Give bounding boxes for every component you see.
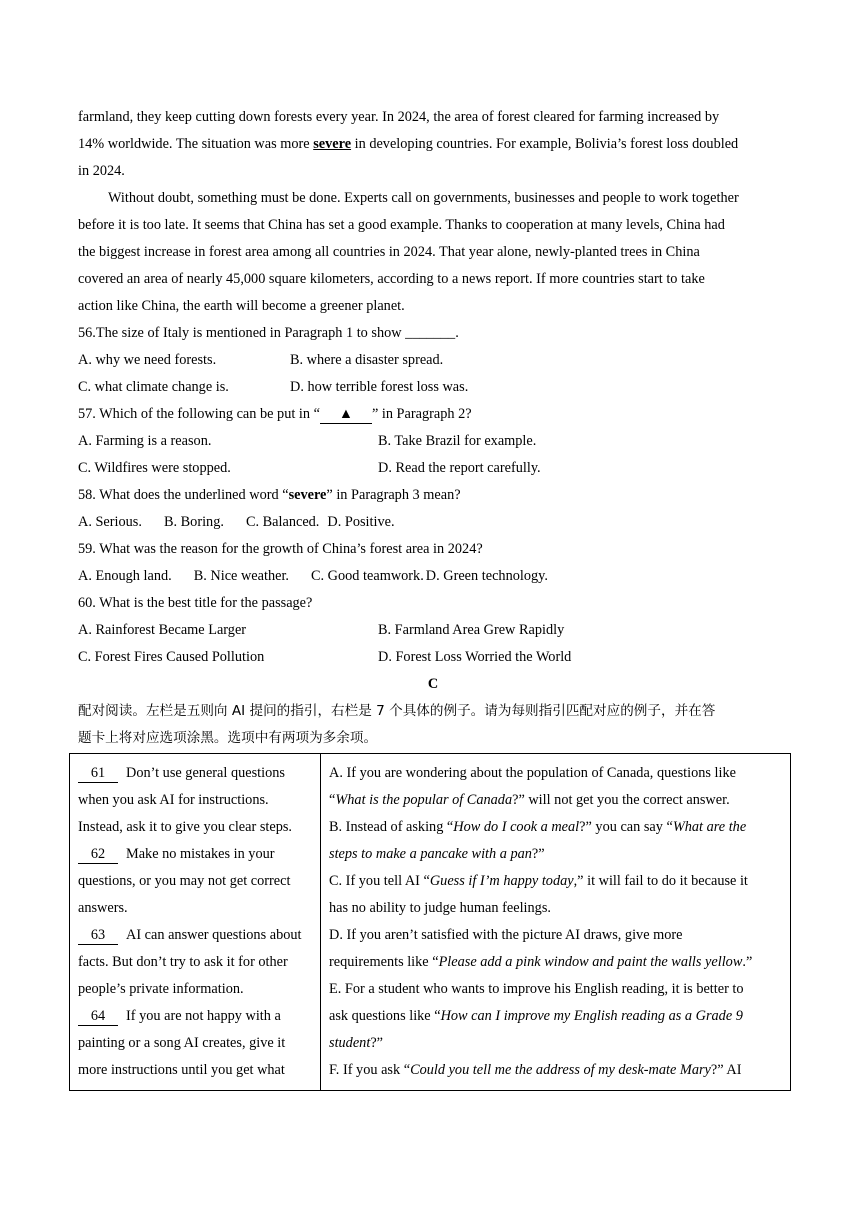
- bold-word: severe: [288, 487, 327, 503]
- italic-span: Guess if I’m happy today: [429, 873, 574, 889]
- option-b: B. Take Brazil for example.: [378, 433, 537, 449]
- option-a: A. why we need forests.: [78, 352, 217, 368]
- text-span: ?”: [370, 1035, 384, 1051]
- option-c: C. Wildfires were stopped.: [78, 460, 231, 476]
- question-60-options: [78, 644, 788, 671]
- guidelines-column: [70, 754, 321, 1091]
- option-d: D. Positive.: [327, 514, 395, 530]
- example-e-cont: [329, 1003, 782, 1030]
- option-c: C. Balanced.: [245, 514, 320, 530]
- text-span: ?” you can say “: [579, 819, 673, 835]
- option-b: B. Farmland Area Grew Rapidly: [378, 622, 565, 638]
- option-d: D. how terrible forest loss was.: [290, 379, 469, 395]
- text-span: ,” it will fail to do it because it: [573, 873, 748, 889]
- passage-line: farmland, they keep cutting down forests every year. In 2024, the area of forest cleared for farming increased by: [78, 109, 720, 125]
- italic-span: How do I cook a meal: [453, 819, 580, 835]
- passage-line: covered an area of nearly 45,000 square kilometers, according to a news report. If more countries start to take: [78, 271, 705, 287]
- example-e-cont2: [329, 1030, 782, 1057]
- question-58-options: [78, 509, 788, 536]
- question-60-stem: 60. What is the best title for the passage?: [78, 595, 313, 611]
- question-56-options: [78, 374, 788, 401]
- text-span: in developing countries. For example, Bolivia’s forest loss doubled: [351, 136, 739, 152]
- text-span: Don’t use general questions: [126, 765, 285, 781]
- question-59-stem: 59. What was the reason for the growth of China’s forest area in 2024?: [78, 541, 483, 557]
- text-span: B. Instead of asking “: [329, 819, 454, 835]
- examples-column: [321, 754, 791, 1091]
- question-57-stem: [78, 401, 788, 428]
- option-a: A. Rainforest Became Larger: [78, 622, 247, 638]
- passage-line: the biggest increase in forest area among all countries in 2024. That year alone, newly-planted trees in China: [78, 244, 700, 260]
- question-57-options: [78, 428, 788, 455]
- text-span: If you are not happy with a: [126, 1008, 281, 1024]
- passage-line: before it is too late. It seems that China has set a good example. Thanks to cooperation at many levels, China had: [78, 217, 725, 233]
- guideline-text: when you ask AI for instructions.: [78, 792, 269, 808]
- italic-span: What are the: [672, 819, 747, 835]
- guideline-text: facts. But don’t try to ask it for other: [78, 954, 288, 970]
- guideline-text: painting or a song AI creates, give it: [78, 1035, 286, 1051]
- italic-span: Please add a pink window and paint the walls yellow: [438, 954, 743, 970]
- guideline-61: [78, 760, 312, 787]
- text-span: ” in Paragraph 3 mean?: [326, 487, 461, 503]
- text-span: .”: [742, 954, 753, 970]
- italic-span: steps to make a pancake with a pan: [329, 846, 532, 862]
- text-span: ” in Paragraph 2?: [371, 406, 472, 422]
- triangle-blank: ▲: [320, 405, 372, 424]
- italic-span: How can I improve my English reading as a Grade 9: [440, 1008, 743, 1024]
- option-d: D. Forest Loss Worried the World: [378, 649, 572, 665]
- text-span: C. If you tell AI “: [329, 873, 430, 889]
- example-a-cont: [329, 787, 782, 814]
- answer-blank-61[interactable]: 61: [78, 764, 118, 783]
- option-a: A. Farming is a reason.: [78, 433, 212, 449]
- guideline-text: more instructions until you get what: [78, 1062, 285, 1078]
- question-60-options: [78, 617, 788, 644]
- text-span: 58. What does the underlined word “: [78, 487, 289, 503]
- example-b-cont: [329, 841, 782, 868]
- option-a: A. Serious.: [78, 514, 142, 530]
- option-a: A. Enough land.: [78, 568, 172, 584]
- guideline-text: people’s private information.: [78, 981, 244, 997]
- guideline-64: [78, 1003, 312, 1030]
- text-span: 57. Which of the following can be put in “: [78, 406, 320, 422]
- guideline-63: [78, 922, 312, 949]
- passage-line: action like China, the earth will become a greener planet.: [78, 298, 405, 314]
- text-span: requirements like “: [329, 954, 439, 970]
- instructions-line: 题卡上将对应选项涂黑。选项中有两项为多余项。: [78, 730, 378, 746]
- question-56-stem: 56.The size of Italy is mentioned in Paragraph 1 to show _______.: [78, 325, 459, 341]
- option-b: B. where a disaster spread.: [290, 352, 444, 368]
- option-c: C. what climate change is.: [78, 379, 229, 395]
- passage-line: Without doubt, something must be done. Experts call on governments, businesses and people to work together: [108, 190, 739, 206]
- text-span: ?”: [531, 846, 545, 862]
- example-d-cont: [329, 949, 782, 976]
- text-span: ?” will not get you the correct answer.: [512, 792, 730, 808]
- document-page: [78, 104, 788, 752]
- text-span: AI can answer questions about: [126, 927, 302, 943]
- answer-blank-63[interactable]: 63: [78, 926, 118, 945]
- matching-table: [69, 753, 791, 1091]
- passage-line: [78, 131, 788, 158]
- text-span: 14% worldwide. The situation was more: [78, 136, 314, 152]
- example-d: D. If you aren’t satisfied with the picture AI draws, give more: [329, 927, 683, 943]
- answer-blank-62[interactable]: 62: [78, 845, 118, 864]
- answer-blank-64[interactable]: 64: [78, 1007, 118, 1026]
- text-span: “: [329, 792, 336, 808]
- option-d: D. Read the report carefully.: [378, 460, 541, 476]
- text-span: ?” AI: [710, 1062, 742, 1078]
- option-c: C. Forest Fires Caused Pollution: [78, 649, 265, 665]
- guideline-text: answers.: [78, 900, 128, 916]
- example-c-cont: has no ability to judge human feelings.: [329, 900, 551, 916]
- section-heading: C: [427, 676, 439, 692]
- italic-span: Could you tell me the address of my desk-mate Mary: [410, 1062, 711, 1078]
- guideline-text: Instead, ask it to give you clear steps.: [78, 819, 292, 835]
- instructions-line: 配对阅读。左栏是五则向 AI 提问的指引，右栏是 7 个具体的例子。请为每则指引匹配对应的例子，并在答: [78, 703, 716, 719]
- example-a: A. If you are wondering about the population of Canada, questions like: [329, 765, 736, 781]
- question-59-options: [78, 563, 788, 590]
- text-span: F. If you ask “: [329, 1062, 411, 1078]
- guideline-62: [78, 841, 312, 868]
- italic-span: What is the popular of Canada: [335, 792, 513, 808]
- question-56-options: [78, 347, 788, 374]
- option-b: B. Boring.: [163, 514, 224, 530]
- question-58-stem: [78, 482, 788, 509]
- underlined-word: severe: [313, 136, 352, 152]
- option-d: D. Green technology.: [425, 568, 548, 584]
- example-c: [329, 868, 782, 895]
- option-b: B. Nice weather.: [193, 568, 289, 584]
- text-span: Make no mistakes in your: [126, 846, 275, 862]
- text-span: ask questions like “: [329, 1008, 441, 1024]
- example-e: E. For a student who wants to improve his English reading, it is better to: [329, 981, 744, 997]
- example-b: [329, 814, 782, 841]
- italic-span: student: [329, 1035, 371, 1051]
- passage-line: in 2024.: [78, 163, 125, 179]
- option-c: C. Good teamwork.: [311, 568, 424, 584]
- example-f: [329, 1057, 782, 1084]
- question-57-options: [78, 455, 788, 482]
- guideline-text: questions, or you may not get correct: [78, 873, 291, 889]
